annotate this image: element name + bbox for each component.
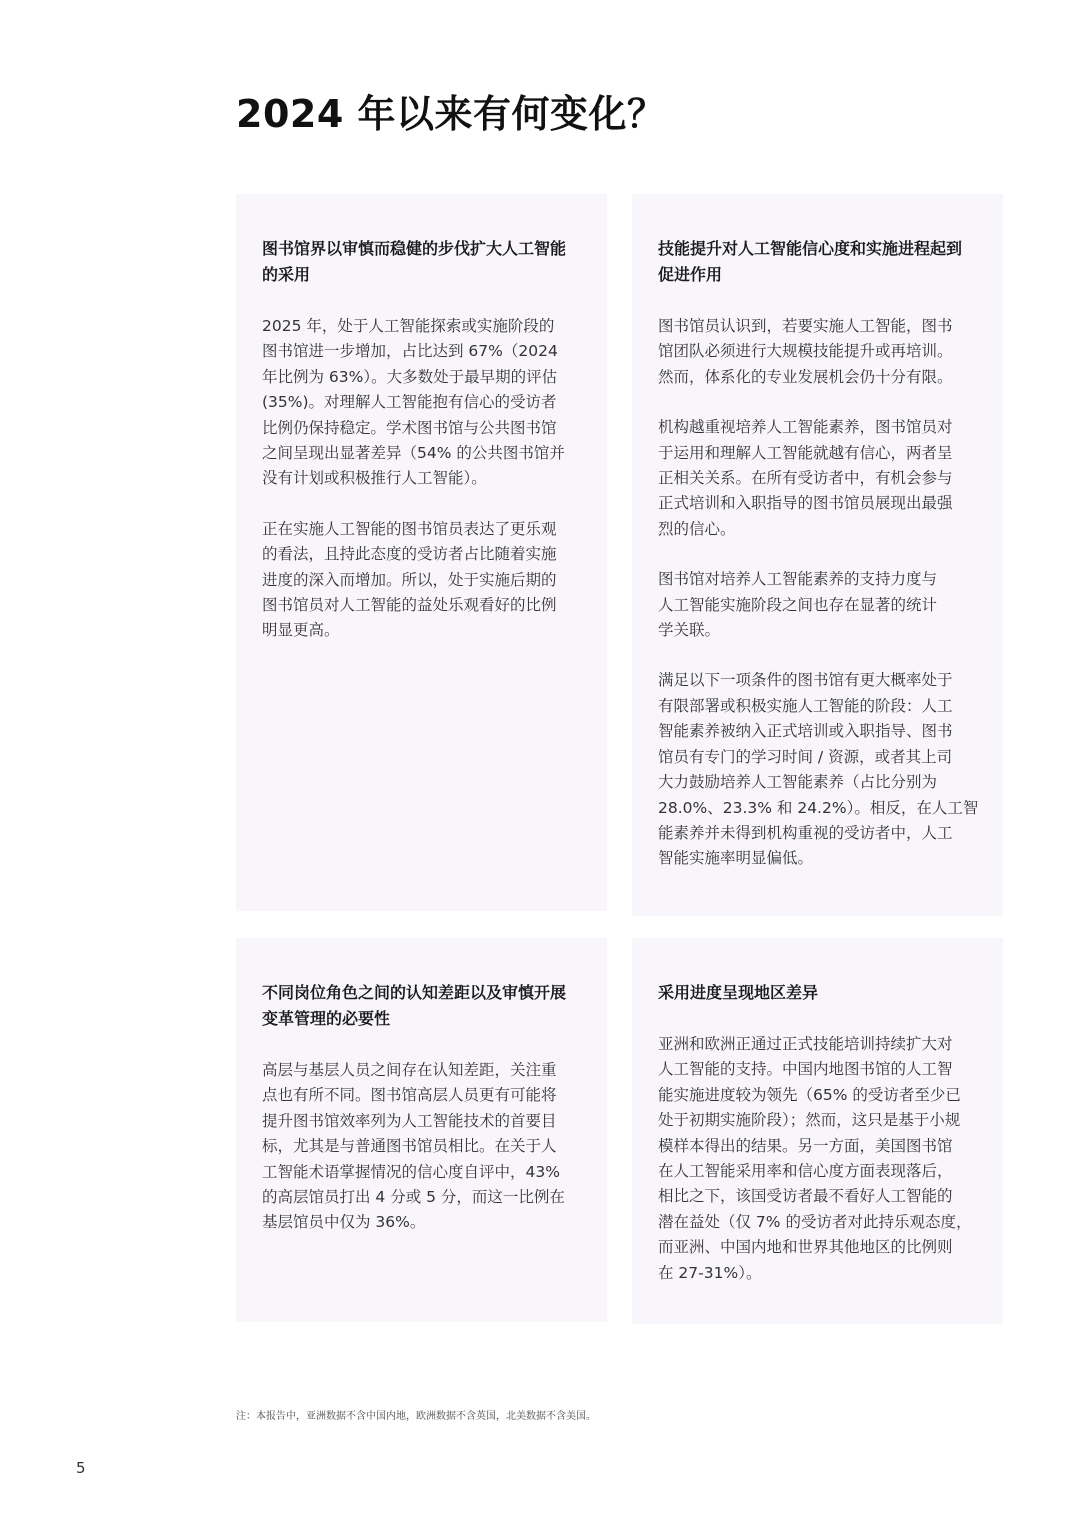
card-paragraph: 正在实施人工智能的图书馆员表达了更乐观 的看法，且持此态度的受访者占比随着实施 进度的深入而增加。所以，处于实施后期的 图书馆员对人工智能的益处乐观看好的比例 明显更高。 (262, 519, 557, 640)
card-heading: 技能提升对人工智能信心度和实施进程起到 促进作用 (658, 239, 963, 284)
card-paragraph: 2025 年，处于人工智能探索或实施阶段的 图书馆进一步增加，占比达到 67%（2024 年比例为 63%）。大多数处于最早期的评估 (35%)。对理解人工智能抱有信心的受访者 比例仍保持稳定。学术图书馆与公共图书馆 之间呈现出显著差异（54% 的公共图书馆并 没有计划或积极推行人工智能）。 (262, 317, 565, 488)
card-paragraph: 亚洲和欧洲正通过正式技能培训持续扩大对 人工智能的支持。中国内地图书馆的人工智 能实施进度较为领先（65% 的受访者至少已 处于初期实施阶段）；然而，这只是基于小规 模样本得出的结果。另一方面，美国图书馆 在人工智能采用率和信心度方面表现落后， 相比之下，该国受访者最不看好人工智能的 潜在益处（仅 7% 的受访者对此持乐观态度， 而亚洲、中国内地和世界其他地区的比例则 在 27-31%）。 (658, 1035, 972, 1282)
card-paragraph: 满足以下一项条件的图书馆有更大概率处于 有限部署或积极实施人工智能的阶段：人工 智能素养被纳入正式培训或入职指导、图书 馆员有专门的学习时间 / 资源，或者其上司 大力鼓励培养人工智能素养（占比分别为 28.0%、23.3% 和 24.2%）。相反，在人工智 能素养并未得到机构重视的受访者中，人工 智能实施率明显偏低。 (658, 671, 979, 868)
card-paragraph: 机构越重视培养人工智能素养，图书馆员对 于运用和理解人工智能就越有信心，两者呈 正相关关系。在所有受访者中，有机会参与 正式培训和入职指导的图书馆员展现出最强 烈的信心。 (658, 418, 953, 538)
page-number: 5 (76, 1459, 86, 1477)
card-heading: 采用进度呈现地区差异 (658, 983, 819, 1002)
page-title: 2024 年以来有何变化？ (236, 92, 666, 136)
card-paragraph: 图书馆对培养人工智能素养的支持力度与 人工智能实施阶段之间也存在显著的统计 学关联。 (658, 570, 938, 640)
card-upskilling (632, 194, 1003, 916)
footnote: 注：本报告中，亚洲数据不含中国内地，欧洲数据不含英国，北美数据不含美国。 (236, 1411, 596, 1422)
card-regional-differences (632, 938, 1003, 1324)
card-heading: 图书馆界以审慎而稳健的步伐扩大人工智能 的采用 (262, 239, 567, 284)
card-paragraph: 高层与基层人员之间存在认知差距，关注重 点也有所不同。图书馆高层人员更有可能将 提升图书馆效率列为人工智能技术的首要目 标，尤其是与普通图书馆员相比。在关于人 工智能术语掌握情况的信心度自评中，43% 的高层馆员打出 4 分或 5 分，而这一比例在 基层馆员中仅为 36%。 (262, 1061, 565, 1232)
card-paragraph: 图书馆员认识到，若要实施人工智能，图书 馆团队必须进行大规模技能提升或再培训。 然而，体系化的专业发展机会仍十分有限。 (658, 317, 953, 386)
card-heading: 不同岗位角色之间的认知差距以及审慎开展 变革管理的必要性 (262, 983, 567, 1028)
card-role-perception-gap (236, 938, 607, 1322)
card-library-ai-adoption (236, 194, 607, 911)
